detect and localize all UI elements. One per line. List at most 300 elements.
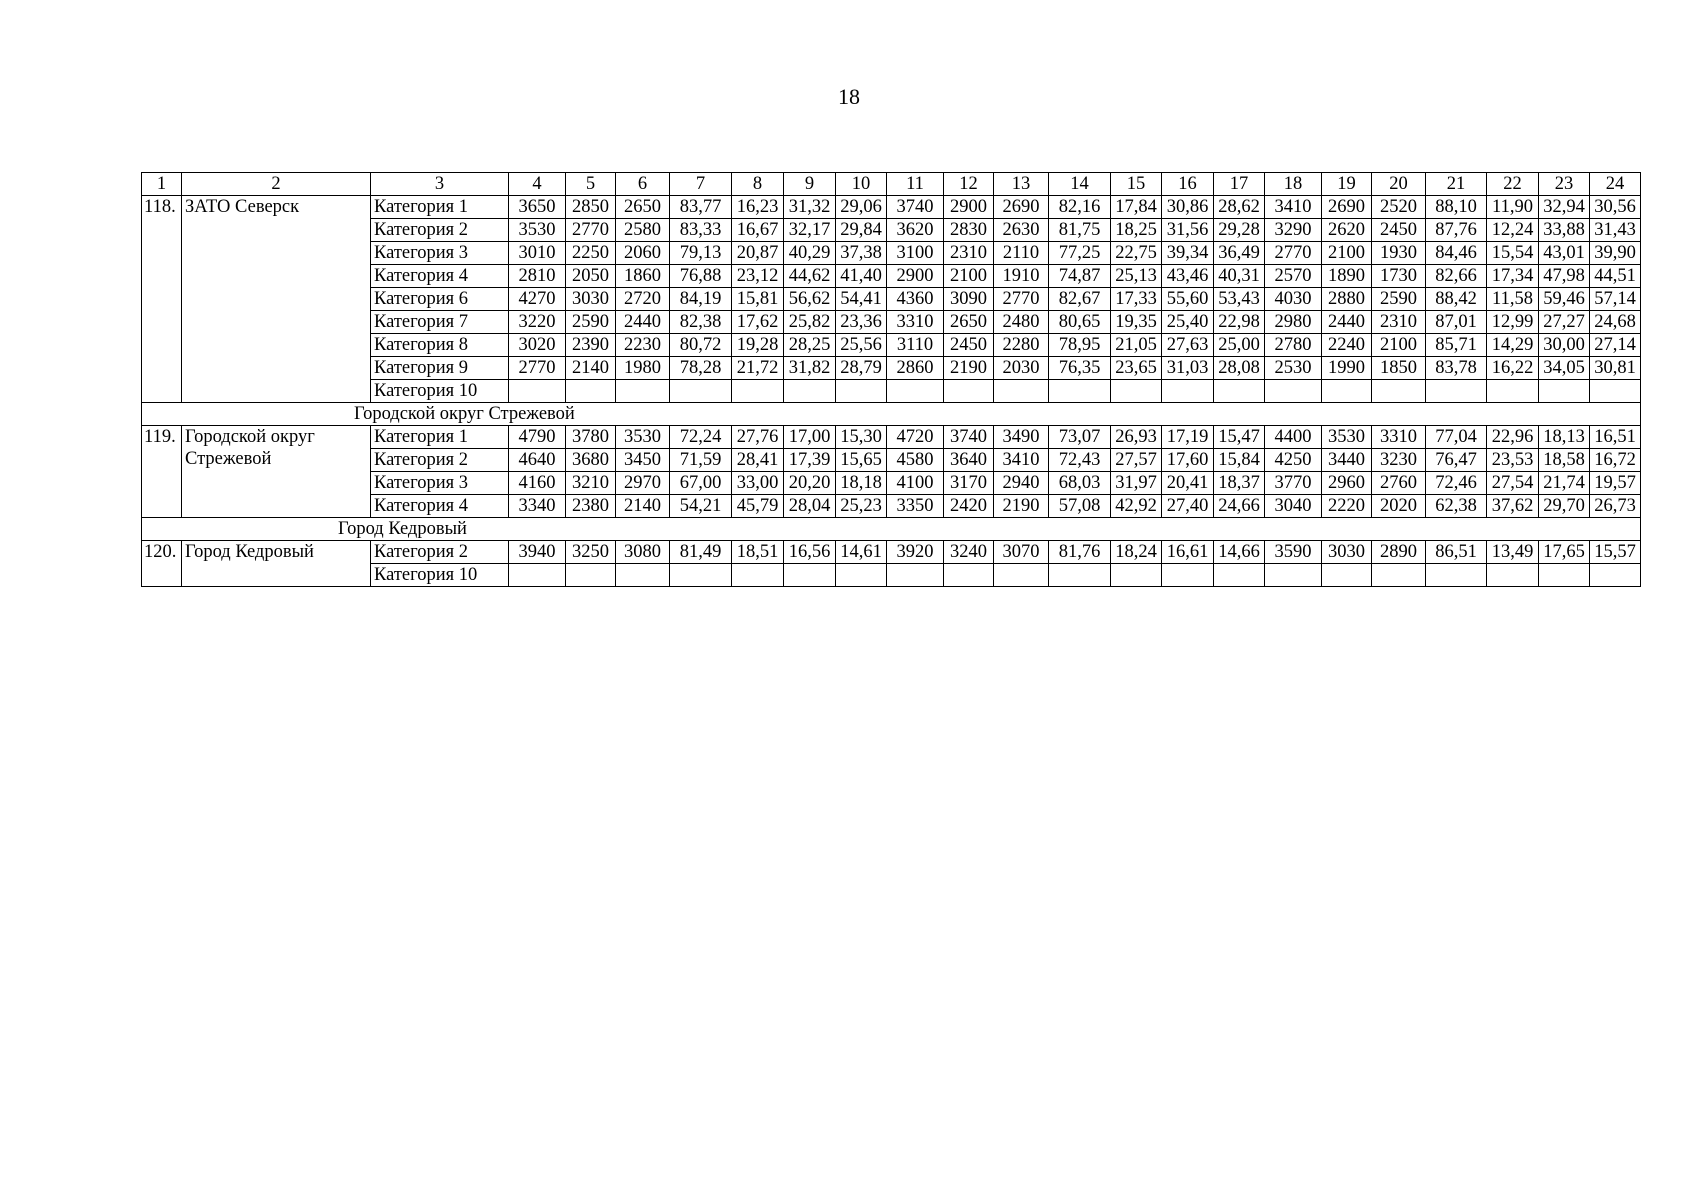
value-cell: 2770 [994, 288, 1049, 311]
value-cell: 2420 [944, 495, 994, 518]
value-cell: 27,57 [1111, 449, 1162, 472]
value-cell: 2230 [616, 334, 670, 357]
value-cell [616, 380, 670, 403]
value-cell: 28,25 [784, 334, 836, 357]
value-cell: 83,78 [1426, 357, 1487, 380]
value-cell: 44,62 [784, 265, 836, 288]
value-cell [1111, 380, 1162, 403]
column-number-cell: 1 [142, 173, 182, 196]
value-cell: 77,04 [1426, 426, 1487, 449]
value-cell: 3220 [509, 311, 566, 334]
value-cell: 3030 [1322, 541, 1372, 564]
value-cell [566, 380, 616, 403]
value-cell [1265, 564, 1322, 587]
value-cell: 15,81 [732, 288, 784, 311]
value-cell: 87,76 [1426, 219, 1487, 242]
value-cell: 2310 [944, 242, 994, 265]
value-cell: 25,82 [784, 311, 836, 334]
value-cell: 47,98 [1539, 265, 1590, 288]
value-cell [1265, 380, 1322, 403]
value-cell: 53,43 [1214, 288, 1265, 311]
value-cell [566, 564, 616, 587]
value-cell: 43,46 [1162, 265, 1214, 288]
column-number-cell: 8 [732, 173, 784, 196]
category-cell: Категория 4 [371, 495, 509, 518]
value-cell: 23,12 [732, 265, 784, 288]
column-number-cell: 13 [994, 173, 1049, 196]
value-cell: 45,79 [732, 495, 784, 518]
value-cell [1111, 564, 1162, 587]
category-cell: Категория 10 [371, 380, 509, 403]
column-number-cell: 2 [182, 173, 371, 196]
value-cell [1322, 564, 1372, 587]
value-cell [1162, 564, 1214, 587]
value-cell: 54,21 [670, 495, 732, 518]
value-cell: 3010 [509, 242, 566, 265]
column-number-cell: 20 [1372, 173, 1426, 196]
value-cell: 79,13 [670, 242, 732, 265]
column-number-cell: 14 [1049, 173, 1111, 196]
category-cell: Категория 2 [371, 541, 509, 564]
value-cell: 2450 [1372, 219, 1426, 242]
value-cell: 1860 [616, 265, 670, 288]
value-cell: 14,61 [836, 541, 887, 564]
value-cell: 39,90 [1590, 242, 1641, 265]
value-cell [887, 564, 944, 587]
value-cell: 39,34 [1162, 242, 1214, 265]
value-cell: 80,72 [670, 334, 732, 357]
value-cell [836, 564, 887, 587]
category-cell: Категория 2 [371, 449, 509, 472]
value-cell [616, 564, 670, 587]
value-cell [1539, 564, 1590, 587]
value-cell [1590, 380, 1641, 403]
value-cell [994, 564, 1049, 587]
value-cell [1590, 564, 1641, 587]
value-cell: 81,49 [670, 541, 732, 564]
value-cell: 25,56 [836, 334, 887, 357]
value-cell [1049, 380, 1111, 403]
table-row [142, 196, 1641, 219]
value-cell: 18,13 [1539, 426, 1590, 449]
value-cell: 1990 [1322, 357, 1372, 380]
value-cell: 62,38 [1426, 495, 1487, 518]
value-cell: 31,43 [1590, 219, 1641, 242]
value-cell: 3310 [1372, 426, 1426, 449]
value-cell: 2390 [566, 334, 616, 357]
value-cell: 3770 [1265, 472, 1322, 495]
value-cell: 18,58 [1539, 449, 1590, 472]
value-cell: 1910 [994, 265, 1049, 288]
value-cell [1539, 380, 1590, 403]
value-cell: 18,24 [1111, 541, 1162, 564]
value-cell: 4640 [509, 449, 566, 472]
value-cell: 16,23 [732, 196, 784, 219]
value-cell: 3680 [566, 449, 616, 472]
value-cell: 3490 [994, 426, 1049, 449]
column-number-cell: 10 [836, 173, 887, 196]
value-cell: 4580 [887, 449, 944, 472]
value-cell [1487, 380, 1539, 403]
value-cell: 3350 [887, 495, 944, 518]
page-number: 18 [838, 84, 860, 109]
value-cell [1426, 564, 1487, 587]
value-cell: 36,49 [1214, 242, 1265, 265]
value-cell: 22,98 [1214, 311, 1265, 334]
value-cell: 3340 [509, 495, 566, 518]
value-cell: 2620 [1322, 219, 1372, 242]
section-title-filler [509, 403, 1641, 426]
value-cell [1372, 564, 1426, 587]
value-cell [1049, 564, 1111, 587]
value-cell: 4720 [887, 426, 944, 449]
value-cell [670, 380, 732, 403]
value-cell: 40,29 [784, 242, 836, 265]
value-cell: 2030 [994, 357, 1049, 380]
column-number-cell: 7 [670, 173, 732, 196]
value-cell: 2850 [566, 196, 616, 219]
value-cell: 88,10 [1426, 196, 1487, 219]
value-cell: 15,84 [1214, 449, 1265, 472]
value-cell: 23,65 [1111, 357, 1162, 380]
value-cell: 2220 [1322, 495, 1372, 518]
value-cell: 2860 [887, 357, 944, 380]
value-cell: 2380 [566, 495, 616, 518]
value-cell: 16,56 [784, 541, 836, 564]
column-number-cell: 3 [371, 173, 509, 196]
value-cell [1214, 380, 1265, 403]
value-cell: 21,05 [1111, 334, 1162, 357]
value-cell: 19,35 [1111, 311, 1162, 334]
value-cell: 32,17 [784, 219, 836, 242]
value-cell: 15,54 [1487, 242, 1539, 265]
value-cell: 3920 [887, 541, 944, 564]
value-cell: 18,18 [836, 472, 887, 495]
settlement-name: ЗАТО Северск [182, 196, 371, 403]
value-cell: 3410 [1265, 196, 1322, 219]
value-cell: 16,67 [732, 219, 784, 242]
value-cell: 28,04 [784, 495, 836, 518]
value-cell: 2940 [994, 472, 1049, 495]
category-cell: Категория 3 [371, 472, 509, 495]
value-cell: 3080 [616, 541, 670, 564]
column-number-cell: 12 [944, 173, 994, 196]
value-cell: 77,25 [1049, 242, 1111, 265]
value-cell: 1730 [1372, 265, 1426, 288]
table-row [142, 541, 1641, 564]
settlement-number: 118. [142, 196, 182, 403]
value-cell: 76,88 [670, 265, 732, 288]
column-number-cell: 17 [1214, 173, 1265, 196]
value-cell: 31,03 [1162, 357, 1214, 380]
value-cell: 2960 [1322, 472, 1372, 495]
value-cell: 3170 [944, 472, 994, 495]
value-cell: 26,73 [1590, 495, 1641, 518]
value-cell: 4250 [1265, 449, 1322, 472]
value-cell: 22,75 [1111, 242, 1162, 265]
value-cell [836, 380, 887, 403]
value-cell: 16,61 [1162, 541, 1214, 564]
value-cell: 88,42 [1426, 288, 1487, 311]
value-cell: 2810 [509, 265, 566, 288]
value-cell: 4030 [1265, 288, 1322, 311]
value-cell: 3650 [509, 196, 566, 219]
value-cell: 44,51 [1590, 265, 1641, 288]
value-cell: 2720 [616, 288, 670, 311]
value-cell: 27,40 [1162, 495, 1214, 518]
value-cell: 16,51 [1590, 426, 1641, 449]
value-cell: 2100 [944, 265, 994, 288]
value-cell [1426, 380, 1487, 403]
value-cell: 15,65 [836, 449, 887, 472]
value-cell: 3230 [1372, 449, 1426, 472]
value-cell: 29,06 [836, 196, 887, 219]
value-cell: 2060 [616, 242, 670, 265]
value-cell: 82,66 [1426, 265, 1487, 288]
value-cell: 4160 [509, 472, 566, 495]
value-cell: 2590 [1372, 288, 1426, 311]
value-cell: 3530 [616, 426, 670, 449]
value-cell: 2280 [994, 334, 1049, 357]
category-cell: Категория 6 [371, 288, 509, 311]
value-cell: 17,60 [1162, 449, 1214, 472]
value-cell: 17,00 [784, 426, 836, 449]
value-cell: 27,27 [1539, 311, 1590, 334]
value-cell: 3240 [944, 541, 994, 564]
value-cell: 15,57 [1590, 541, 1641, 564]
value-cell: 17,39 [784, 449, 836, 472]
value-cell [670, 564, 732, 587]
value-cell: 31,97 [1111, 472, 1162, 495]
value-cell: 3620 [887, 219, 944, 242]
value-cell: 83,33 [670, 219, 732, 242]
value-cell: 16,22 [1487, 357, 1539, 380]
value-cell: 2770 [509, 357, 566, 380]
value-cell: 32,94 [1539, 196, 1590, 219]
value-cell: 85,71 [1426, 334, 1487, 357]
value-cell: 41,40 [836, 265, 887, 288]
column-number-cell: 15 [1111, 173, 1162, 196]
column-number-cell: 5 [566, 173, 616, 196]
value-cell: 23,53 [1487, 449, 1539, 472]
value-cell: 3310 [887, 311, 944, 334]
value-cell: 22,96 [1487, 426, 1539, 449]
value-cell: 59,46 [1539, 288, 1590, 311]
value-cell: 68,03 [1049, 472, 1111, 495]
value-cell: 28,08 [1214, 357, 1265, 380]
value-cell: 18,51 [732, 541, 784, 564]
value-cell: 37,38 [836, 242, 887, 265]
value-cell: 2140 [616, 495, 670, 518]
value-cell: 86,51 [1426, 541, 1487, 564]
value-cell: 82,38 [670, 311, 732, 334]
value-cell: 2830 [944, 219, 994, 242]
value-cell: 20,20 [784, 472, 836, 495]
value-cell: 31,82 [784, 357, 836, 380]
column-number-row [142, 173, 1641, 196]
value-cell: 2190 [944, 357, 994, 380]
value-cell: 81,76 [1049, 541, 1111, 564]
value-cell: 2650 [616, 196, 670, 219]
value-cell: 4100 [887, 472, 944, 495]
value-cell: 29,84 [836, 219, 887, 242]
value-cell: 23,36 [836, 311, 887, 334]
value-cell: 28,79 [836, 357, 887, 380]
value-cell: 27,63 [1162, 334, 1214, 357]
value-cell: 3210 [566, 472, 616, 495]
category-cell: Категория 9 [371, 357, 509, 380]
value-cell: 57,08 [1049, 495, 1111, 518]
value-cell: 2690 [994, 196, 1049, 219]
value-cell: 3110 [887, 334, 944, 357]
value-cell: 28,62 [1214, 196, 1265, 219]
column-number-cell: 24 [1590, 173, 1641, 196]
value-cell: 3780 [566, 426, 616, 449]
section-title-row [142, 403, 1641, 426]
value-cell: 3740 [944, 426, 994, 449]
table-row [142, 426, 1641, 449]
value-cell: 13,49 [1487, 541, 1539, 564]
category-cell: Категория 10 [371, 564, 509, 587]
value-cell: 40,31 [1214, 265, 1265, 288]
column-number-cell: 23 [1539, 173, 1590, 196]
column-number-cell: 21 [1426, 173, 1487, 196]
value-cell [732, 380, 784, 403]
value-cell: 26,93 [1111, 426, 1162, 449]
value-cell: 2630 [994, 219, 1049, 242]
value-cell: 72,24 [670, 426, 732, 449]
value-cell: 2900 [887, 265, 944, 288]
value-cell: 80,65 [1049, 311, 1111, 334]
value-cell: 76,47 [1426, 449, 1487, 472]
value-cell: 73,07 [1049, 426, 1111, 449]
value-cell: 82,67 [1049, 288, 1111, 311]
value-cell: 2450 [944, 334, 994, 357]
value-cell: 3040 [1265, 495, 1322, 518]
value-cell: 2590 [566, 311, 616, 334]
value-cell: 3740 [887, 196, 944, 219]
value-cell [887, 380, 944, 403]
value-cell: 30,86 [1162, 196, 1214, 219]
value-cell: 3590 [1265, 541, 1322, 564]
value-cell: 3940 [509, 541, 566, 564]
value-cell [784, 564, 836, 587]
value-cell: 43,01 [1539, 242, 1590, 265]
value-cell: 25,13 [1111, 265, 1162, 288]
section-title: Город Кедровый [338, 519, 467, 539]
value-cell: 33,00 [732, 472, 784, 495]
value-cell: 18,25 [1111, 219, 1162, 242]
value-cell: 2140 [566, 357, 616, 380]
settlement-name: Городской округ Стрежевой [182, 426, 371, 518]
settlement-number: 120. [142, 541, 182, 587]
value-cell: 2110 [994, 242, 1049, 265]
value-cell: 12,24 [1487, 219, 1539, 242]
value-cell [1372, 380, 1426, 403]
value-cell: 3100 [887, 242, 944, 265]
value-cell: 14,29 [1487, 334, 1539, 357]
value-cell: 30,56 [1590, 196, 1641, 219]
value-cell [1162, 380, 1214, 403]
value-cell: 30,00 [1539, 334, 1590, 357]
category-cell: Категория 4 [371, 265, 509, 288]
section-title-filler [509, 518, 1641, 541]
value-cell: 1930 [1372, 242, 1426, 265]
value-cell: 2760 [1372, 472, 1426, 495]
column-number-cell: 18 [1265, 173, 1322, 196]
value-cell: 31,32 [784, 196, 836, 219]
value-cell: 2970 [616, 472, 670, 495]
section-title: Городской округ Стрежевой [354, 404, 575, 424]
tariff-table [141, 172, 1641, 587]
value-cell: 3070 [994, 541, 1049, 564]
column-number-cell: 22 [1487, 173, 1539, 196]
value-cell: 19,28 [732, 334, 784, 357]
value-cell: 2770 [1265, 242, 1322, 265]
value-cell: 76,35 [1049, 357, 1111, 380]
value-cell: 2650 [944, 311, 994, 334]
value-cell: 54,41 [836, 288, 887, 311]
value-cell: 2480 [994, 311, 1049, 334]
value-cell: 2570 [1265, 265, 1322, 288]
value-cell: 20,87 [732, 242, 784, 265]
value-cell: 3090 [944, 288, 994, 311]
value-cell: 4360 [887, 288, 944, 311]
value-cell: 84,19 [670, 288, 732, 311]
value-cell: 34,05 [1539, 357, 1590, 380]
value-cell: 2100 [1372, 334, 1426, 357]
value-cell: 2190 [994, 495, 1049, 518]
value-cell: 42,92 [1111, 495, 1162, 518]
value-cell: 2890 [1372, 541, 1426, 564]
value-cell: 2520 [1372, 196, 1426, 219]
value-cell: 2770 [566, 219, 616, 242]
value-cell: 25,00 [1214, 334, 1265, 357]
value-cell [1214, 564, 1265, 587]
value-cell: 28,41 [732, 449, 784, 472]
value-cell [509, 380, 566, 403]
category-cell: Категория 2 [371, 219, 509, 242]
value-cell: 56,62 [784, 288, 836, 311]
value-cell: 25,23 [836, 495, 887, 518]
value-cell: 1890 [1322, 265, 1372, 288]
value-cell: 17,62 [732, 311, 784, 334]
value-cell: 27,14 [1590, 334, 1641, 357]
value-cell: 82,16 [1049, 196, 1111, 219]
value-cell: 2050 [566, 265, 616, 288]
column-number-cell: 6 [616, 173, 670, 196]
settlement-number: 119. [142, 426, 182, 518]
value-cell: 3640 [944, 449, 994, 472]
value-cell: 21,72 [732, 357, 784, 380]
value-cell: 3450 [616, 449, 670, 472]
category-cell: Категория 1 [371, 196, 509, 219]
value-cell: 17,33 [1111, 288, 1162, 311]
value-cell: 2780 [1265, 334, 1322, 357]
value-cell: 67,00 [670, 472, 732, 495]
value-cell: 17,34 [1487, 265, 1539, 288]
value-cell: 55,60 [1162, 288, 1214, 311]
value-cell: 12,99 [1487, 311, 1539, 334]
value-cell: 4270 [509, 288, 566, 311]
value-cell [732, 564, 784, 587]
value-cell: 3410 [994, 449, 1049, 472]
value-cell: 72,43 [1049, 449, 1111, 472]
value-cell: 21,74 [1539, 472, 1590, 495]
value-cell: 31,56 [1162, 219, 1214, 242]
category-cell: Категория 7 [371, 311, 509, 334]
value-cell [994, 380, 1049, 403]
